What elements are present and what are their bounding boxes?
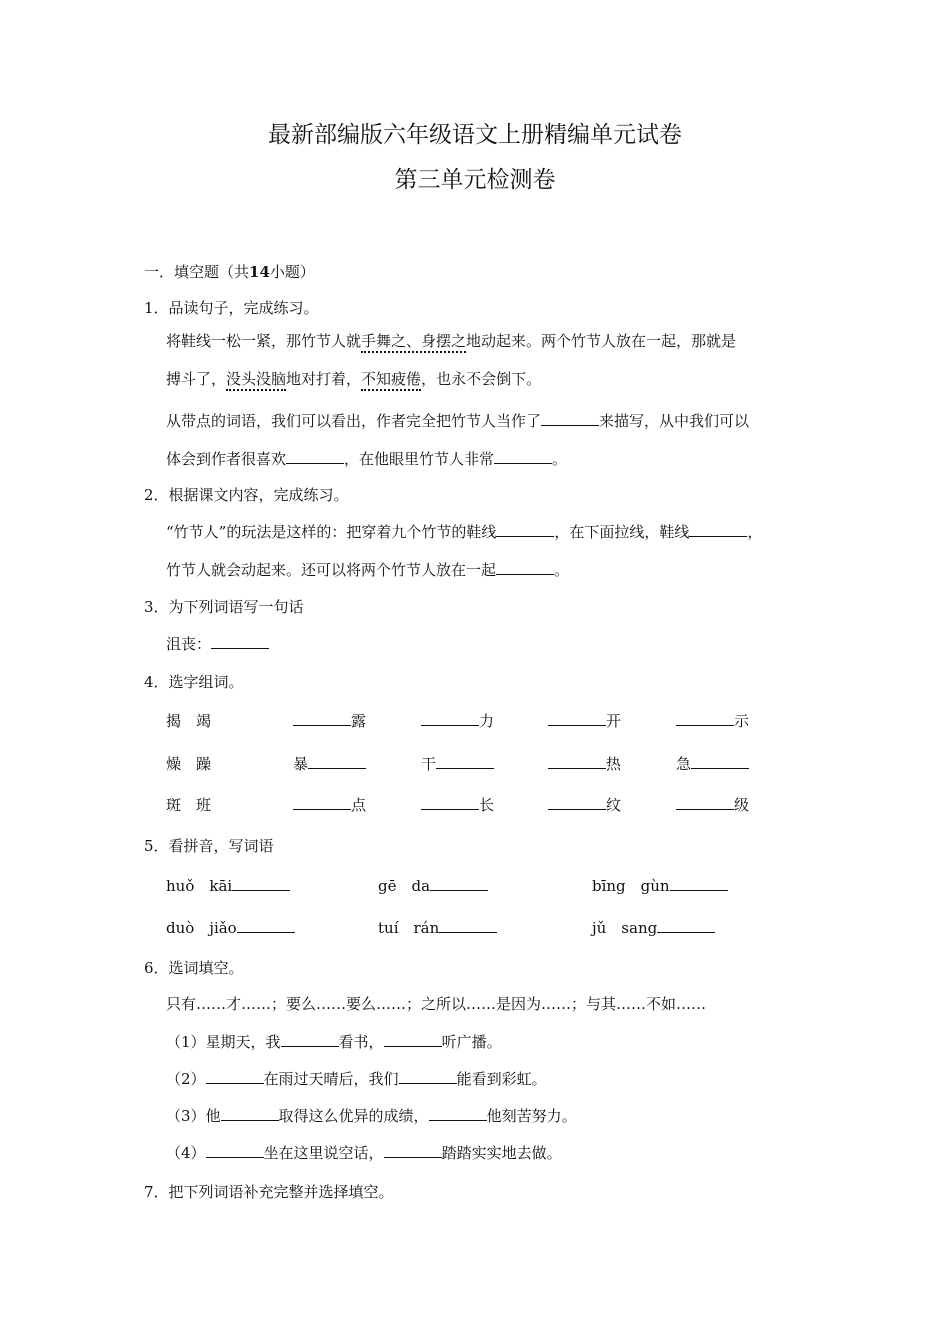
answer-blank[interactable]	[436, 754, 494, 769]
q4-word-cell: 暴	[293, 754, 366, 774]
q5-pinyin-item	[592, 918, 715, 938]
q3-title: 3．为下列词语写一句话	[144, 598, 304, 616]
q4-word-cell: 力	[421, 711, 494, 731]
q1-line2: 搏斗了，没头没脑地对打着，不知疲倦，也永不会倒下。	[166, 369, 541, 389]
answer-blank[interactable]	[206, 1143, 264, 1158]
q5-pinyin-item	[592, 876, 728, 896]
q3-line: 沮丧：	[166, 634, 269, 654]
answer-blank[interactable]	[399, 1069, 457, 1084]
answer-blank[interactable]	[293, 795, 351, 810]
answer-blank[interactable]	[421, 795, 479, 810]
q4-word-cell: 纹	[548, 795, 621, 815]
pinyin-text: jǔ sang	[592, 919, 658, 937]
pinyin-text: duò jiǎo	[166, 919, 237, 937]
dotted-phrase: 手舞之、身摆之	[361, 332, 466, 353]
answer-blank[interactable]	[308, 754, 366, 769]
q6-sentence-2: （2） 在雨过天晴后，我们 能看到彩虹。	[166, 1070, 547, 1088]
answer-blank[interactable]	[221, 1106, 279, 1121]
doc-subtitle: 第三单元检测卷	[394, 167, 556, 193]
answer-blank[interactable]	[429, 1106, 487, 1121]
q6-sentence-1: （1）星期天，我 看书， 听广播。	[166, 1033, 502, 1051]
q4-char-pair: 斑 班	[166, 796, 212, 814]
q4-word-cell: 示	[676, 711, 749, 731]
answer-blank[interactable]	[657, 918, 715, 933]
q5-title: 5．看拼音，写词语	[144, 837, 274, 855]
section-heading: 一．填空题（共14小题）	[144, 263, 315, 281]
answer-blank[interactable]	[281, 1032, 339, 1047]
q1-line3: 从带点的词语，我们可以看出，作者完全把竹节人当作了 来描写，从中我们可以	[166, 412, 750, 430]
q5-pinyin-item	[378, 876, 488, 896]
answer-blank[interactable]	[496, 522, 554, 537]
q5-pinyin-item	[166, 876, 290, 896]
answer-blank[interactable]	[430, 876, 488, 891]
q1-title: 1．品读句子，完成练习。	[144, 299, 319, 317]
q6-title: 6．选词填空。	[144, 959, 244, 977]
q4-word-cell: 急	[676, 754, 749, 774]
doc-title: 最新部编版六年级语文上册精编单元试卷	[268, 122, 682, 148]
answer-blank[interactable]	[237, 918, 295, 933]
q4-word-cell: 点	[293, 795, 366, 815]
q4-word-cell: 开	[548, 711, 621, 731]
q2-line2: 竹节人就会动起来。还可以将两个竹节人放在一起 。	[166, 561, 570, 579]
answer-blank[interactable]	[689, 522, 747, 537]
q2-line1: “竹节人”的玩法是这样的：把穿着九个竹节的鞋线 ，在下面拉线，鞋线 ，	[166, 523, 763, 541]
q4-title: 4．选字组词。	[144, 673, 244, 691]
q4-word-cell: 露	[293, 711, 366, 731]
dotted-phrase: 没头没脑	[226, 370, 286, 391]
q4-char-pair: 揭 竭	[166, 712, 212, 730]
answer-blank[interactable]	[548, 711, 606, 726]
answer-blank[interactable]	[384, 1143, 442, 1158]
answer-blank[interactable]	[691, 754, 749, 769]
answer-blank[interactable]	[494, 449, 552, 464]
answer-blank[interactable]	[384, 1032, 442, 1047]
q1-line4: 体会到作者很喜欢 ，在他眼里竹节人非常 。	[166, 450, 568, 468]
pinyin-text: bīng gùn	[592, 877, 670, 895]
answer-blank[interactable]	[548, 795, 606, 810]
answer-blank[interactable]	[676, 795, 734, 810]
answer-blank[interactable]	[206, 1069, 264, 1084]
answer-blank[interactable]	[421, 711, 479, 726]
answer-blank[interactable]	[541, 411, 599, 426]
answer-blank[interactable]	[548, 754, 606, 769]
answer-blank[interactable]	[211, 634, 269, 649]
q7-title: 7．把下列词语补充完整并选择填空。	[144, 1183, 394, 1201]
answer-blank[interactable]	[439, 918, 497, 933]
q1-line1: 将鞋线一松一紧，那竹节人就手舞之、身摆之地动起来。两个竹节人放在一起，那就是	[166, 331, 736, 351]
q5-pinyin-item	[378, 918, 497, 938]
q2-title: 2．根据课文内容，完成练习。	[144, 486, 349, 504]
pinyin-text: tuí rán	[378, 919, 440, 937]
answer-blank[interactable]	[676, 711, 734, 726]
answer-blank[interactable]	[286, 449, 344, 464]
q5-pinyin-item	[166, 918, 295, 938]
answer-blank[interactable]	[670, 876, 728, 891]
answer-blank[interactable]	[293, 711, 351, 726]
dotted-phrase: 不知疲倦	[361, 370, 421, 391]
q6-options: 只有……才……；要么……要么……；之所以……是因为……；与其……不如……	[166, 995, 707, 1013]
pinyin-text: huǒ kāi	[166, 877, 233, 895]
q4-word-cell: 长	[421, 795, 494, 815]
answer-blank[interactable]	[496, 560, 554, 575]
question-count: 14	[249, 263, 270, 281]
q4-word-cell: 热	[548, 754, 621, 774]
q4-char-pair: 燥 躁	[166, 755, 212, 773]
answer-blank[interactable]	[232, 876, 290, 891]
q4-word-cell: 级	[676, 795, 749, 815]
q6-sentence-3: （3）他 取得这么优异的成绩， 他刻苦努力。	[166, 1107, 577, 1125]
q6-sentence-4: （4） 坐在这里说空话， 踏踏实实地去做。	[166, 1144, 562, 1162]
q4-word-cell: 干	[421, 754, 494, 774]
pinyin-text: gē da	[378, 877, 431, 895]
